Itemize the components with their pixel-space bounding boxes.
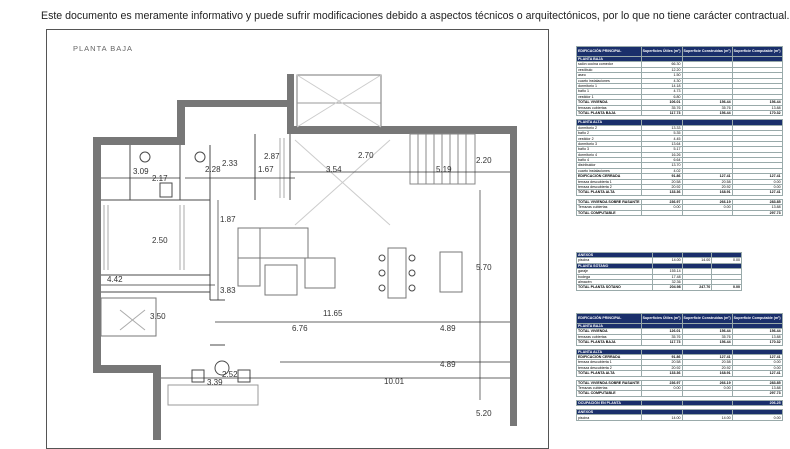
dim-label: 2.87 <box>264 152 280 161</box>
table-cell: terrazas cubiertas <box>577 105 642 110</box>
table-cell: 13.88 <box>732 334 782 339</box>
table-cell: 91.86 <box>641 354 682 359</box>
table-cell: TOTAL VIVIENDA SOBRE RASANTE <box>578 199 640 204</box>
table-cell: 156.44 <box>682 340 732 345</box>
table-header-row <box>577 314 783 324</box>
surfaces-table-annexes <box>576 252 742 291</box>
table-cell: 117.73 <box>641 340 682 345</box>
table-cell: 0.00 <box>732 179 782 184</box>
table-cell: TOTAL COMPUTABLE <box>577 210 642 215</box>
dim-label: 2.20 <box>476 156 492 165</box>
table-cell: 20.92 <box>641 184 682 189</box>
table-cell: dormitorio 3 <box>577 141 642 146</box>
table-cell: 14.00 <box>682 415 732 420</box>
table-cell: bodega <box>577 274 653 279</box>
table-cell: TOTAL VIVIENDA <box>577 100 642 105</box>
table-cell: 297.73 <box>732 391 782 396</box>
table-cell: 126.01 <box>641 329 682 334</box>
table-cell: 236.97 <box>641 380 682 385</box>
table-cell: 170.32 <box>732 340 782 345</box>
table-cell: 6.80 <box>641 94 682 99</box>
table-cell: 133.36 <box>641 190 682 195</box>
table-header-cell: Superficies Útiles (m²) <box>641 47 682 57</box>
plan-title: PLANTA BAJA <box>73 44 134 53</box>
dim-label: 4.89 <box>440 360 456 369</box>
table-cell: TOTAL VIVIENDA <box>577 329 642 334</box>
table-cell: TOTAL PLANTA ALTA <box>577 190 642 195</box>
table-cell: 266.19 <box>682 380 732 385</box>
table-header-cell: Superficie Computable (m²) <box>732 47 782 57</box>
dim-label: 4.89 <box>440 324 456 333</box>
table-cell: 4.02 <box>641 168 682 173</box>
table-cell: 13.64 <box>641 141 682 146</box>
table-cell: 13.33 <box>641 125 682 130</box>
dim-label: 6.76 <box>292 324 308 333</box>
table-cell: TOTAL PLANTA BAJA <box>577 340 642 345</box>
table-cell: terraza descubierta 2 <box>577 365 642 370</box>
table-cell: 127.41 <box>732 190 782 195</box>
dim-label: 3.09 <box>133 167 149 176</box>
table-cell: 16.26 <box>641 152 682 157</box>
table-cell: 0.00 <box>641 205 682 210</box>
table-cell: 4.45 <box>641 136 682 141</box>
table-row <box>577 415 783 420</box>
table-cell: piscina <box>577 258 653 263</box>
table-cell: PLANTA ALTA <box>577 120 642 125</box>
table-cell: TOTAL PLANTA ALTA <box>577 371 642 376</box>
table-cell: 20.58 <box>682 179 732 184</box>
table-cell: 155.14 <box>652 269 682 274</box>
dim-label: 3.50 <box>150 312 166 321</box>
table-cell: vestidor 2 <box>577 136 642 141</box>
table-cell: 156.44 <box>682 329 732 334</box>
table-cell: dormitorio 4 <box>577 152 642 157</box>
table-cell: terraza descubierta 1 <box>577 360 642 365</box>
table-cell: 0.00 <box>712 285 742 290</box>
dim-label: 1.67 <box>258 165 274 174</box>
dim-label: 3.39 <box>207 378 223 387</box>
table-cell: 35.76 <box>682 334 732 339</box>
table-cell: vestidor 1 <box>577 94 642 99</box>
table-row <box>577 210 783 215</box>
table-cell: ANEXOS <box>577 410 642 415</box>
table-cell: 35.76 <box>641 334 682 339</box>
table-cell: baño 1 <box>577 89 642 94</box>
dim-label: 5.20 <box>476 409 492 418</box>
dim-label: 2.28 <box>205 165 221 174</box>
surfaces-table-main <box>576 46 783 216</box>
table-cell: 13.88 <box>732 105 782 110</box>
table-cell: aseo <box>577 73 642 78</box>
table-cell: 247.70 <box>682 285 712 290</box>
table-cell: PLANTA BAJA <box>577 57 642 62</box>
table-cell: 156.44 <box>682 110 732 115</box>
dim-label: 2.50 <box>152 236 168 245</box>
table-cell: 12.20 <box>641 67 682 72</box>
table-cell: 156.44 <box>732 329 782 334</box>
table-cell: PLANTA BAJA <box>577 324 642 329</box>
table-cell: 127.41 <box>732 371 782 376</box>
table-cell: 0.00 <box>682 205 732 210</box>
table-cell: 20.58 <box>641 360 682 365</box>
table-cell: 20.58 <box>682 360 732 365</box>
dim-label: 2.70 <box>358 151 374 160</box>
table-cell: 283.85 <box>732 380 782 385</box>
table-cell: baño 3 <box>577 147 642 152</box>
table-cell: 266.19 <box>682 199 732 204</box>
table-cell: 14.00 <box>652 258 682 263</box>
table-header-cell: EDIFICACIÓN PRINCIPAL <box>577 314 642 324</box>
table-cell: 0.00 <box>682 385 732 390</box>
dim-label: 2.33 <box>222 159 238 168</box>
table-header-cell: Superficie Computable (m²) <box>732 314 782 324</box>
table-cell: 168.91 <box>682 371 732 376</box>
table-cell: 168.91 <box>682 190 732 195</box>
table-cell: TOTAL PLANTA BAJA <box>577 110 642 115</box>
table-cell: 20.92 <box>682 184 732 189</box>
table-cell: vestíbulo <box>577 67 642 72</box>
table-cell: TOTAL PLANTA SÓTANO <box>577 285 653 290</box>
table-cell: 297.73 <box>732 210 782 215</box>
table-cell: 66.30 <box>641 62 682 67</box>
table-cell: EDIFICACIÓN CERRADA <box>577 174 642 179</box>
table-cell: 32.36 <box>652 279 682 284</box>
table-cell: 0.00 <box>712 258 742 263</box>
table-header-cell: Superficie Construidas (m²) <box>682 47 732 57</box>
table-cell: PLANTA SÓTANO <box>577 263 653 268</box>
table-cell: Terrazas cubiertas <box>577 385 642 390</box>
table-cell: 1.50 <box>641 73 682 78</box>
table-cell: garaje <box>577 269 653 274</box>
dim-label: 3.54 <box>326 165 342 174</box>
table-cell: 6.64 <box>641 158 682 163</box>
dim-label: 5.70 <box>476 263 492 272</box>
table-header-cell: Superficie Construidas (m²) <box>682 314 732 324</box>
table-cell: 156.44 <box>732 100 782 105</box>
table-cell: 0.00 <box>732 415 782 420</box>
table-cell: terrazas cubiertas <box>577 334 642 339</box>
table-cell: 204.98 <box>652 285 682 290</box>
table-cell: 0.00 <box>732 360 782 365</box>
table-cell: 127.41 <box>732 354 782 359</box>
table-cell: 133.36 <box>641 371 682 376</box>
table-cell: 91.86 <box>641 174 682 179</box>
dim-label: 3.83 <box>220 286 236 295</box>
dim-label: 5.19 <box>436 165 452 174</box>
table-cell: 35.76 <box>682 105 732 110</box>
table-cell: cuarto instalaciones <box>577 78 642 83</box>
table-header-cell: EDIFICACIÓN PRINCIPAL <box>577 47 642 57</box>
table-cell: ANEXOS <box>577 253 653 258</box>
dim-label: 11.65 <box>323 309 343 318</box>
table-cell: 13.88 <box>732 385 782 390</box>
table-cell: terraza descubierta 2 <box>577 184 642 189</box>
table-cell: 13.88 <box>732 205 782 210</box>
table-cell: dormitorio 1 <box>577 83 642 88</box>
table-header-row <box>577 47 783 57</box>
table-cell: 156.44 <box>682 100 732 105</box>
table-cell: 106.01 <box>641 100 682 105</box>
table-cell: distribuidor <box>577 163 642 168</box>
table-cell: 14.00 <box>682 258 712 263</box>
table-cell: 4.73 <box>641 89 682 94</box>
table-cell: 127.41 <box>682 174 732 179</box>
table-cell: 117.73 <box>641 110 682 115</box>
table-cell: 206.25 <box>732 400 782 405</box>
table-cell <box>641 210 682 215</box>
table-cell: terraza descubierta 1 <box>577 179 642 184</box>
table-cell: 35.76 <box>641 105 682 110</box>
table-cell: 5.35 <box>641 131 682 136</box>
surfaces-table-summary <box>576 313 783 421</box>
dim-label: 2.52 <box>222 370 238 379</box>
table-cell: salón cocina comedor <box>577 62 642 67</box>
table-cell: 283.85 <box>732 199 782 204</box>
table-cell: 127.41 <box>682 354 732 359</box>
disclaimer-notice: Este documento es meramente informativo y puede sufrir modificaciones debido a aspectos técnicos o arquitectónicos, por lo que no tiene carácter contractual. <box>41 10 790 22</box>
table-cell: 0.00 <box>641 385 682 390</box>
table-cell: 13.70 <box>641 163 682 168</box>
table-cell: OCUPACIÓN EN PLANTA <box>577 400 642 405</box>
table-cell <box>682 210 732 215</box>
table-cell: 17.48 <box>652 274 682 279</box>
table-cell: 14.18 <box>641 83 682 88</box>
table-cell: TOTAL COMPUTABLE <box>577 391 642 396</box>
table-cell: baño 2 <box>577 131 642 136</box>
table-cell: 20.58 <box>641 179 682 184</box>
table-cell: EDIFICACIÓN CERRADA <box>577 354 642 359</box>
dim-label: 1.87 <box>220 215 236 224</box>
table-cell: baño 4 <box>577 158 642 163</box>
dim-label: 10.01 <box>384 377 405 386</box>
table-cell: 236.97 <box>641 199 682 204</box>
table-cell: 0.00 <box>732 365 782 370</box>
table-cell: Terrazas cubiertas <box>577 205 642 210</box>
table-row <box>577 285 742 290</box>
table-cell: dormitorio 2 <box>577 125 642 130</box>
table-cell: 20.92 <box>682 365 732 370</box>
table-cell: TOTAL VIVIENDA SOBRE RASANTE <box>578 380 640 385</box>
table-cell: 170.32 <box>732 110 782 115</box>
dim-label: 4.42 <box>107 275 123 284</box>
table-header-cell: Superficies Útiles (m²) <box>641 314 682 324</box>
table-cell: 20.92 <box>641 365 682 370</box>
table-cell: piscina <box>577 415 642 420</box>
table-cell: almacén <box>577 279 653 284</box>
table-cell: 0.00 <box>732 184 782 189</box>
table-cell: PLANTA ALTA <box>577 349 642 354</box>
table-cell: 4.30 <box>641 78 682 83</box>
table-cell: 127.41 <box>732 174 782 179</box>
table-cell: 5.17 <box>641 147 682 152</box>
dim-label: 2.17 <box>152 174 168 183</box>
table-cell: cuarto instalaciones <box>577 168 642 173</box>
table-cell: 14.00 <box>641 415 682 420</box>
